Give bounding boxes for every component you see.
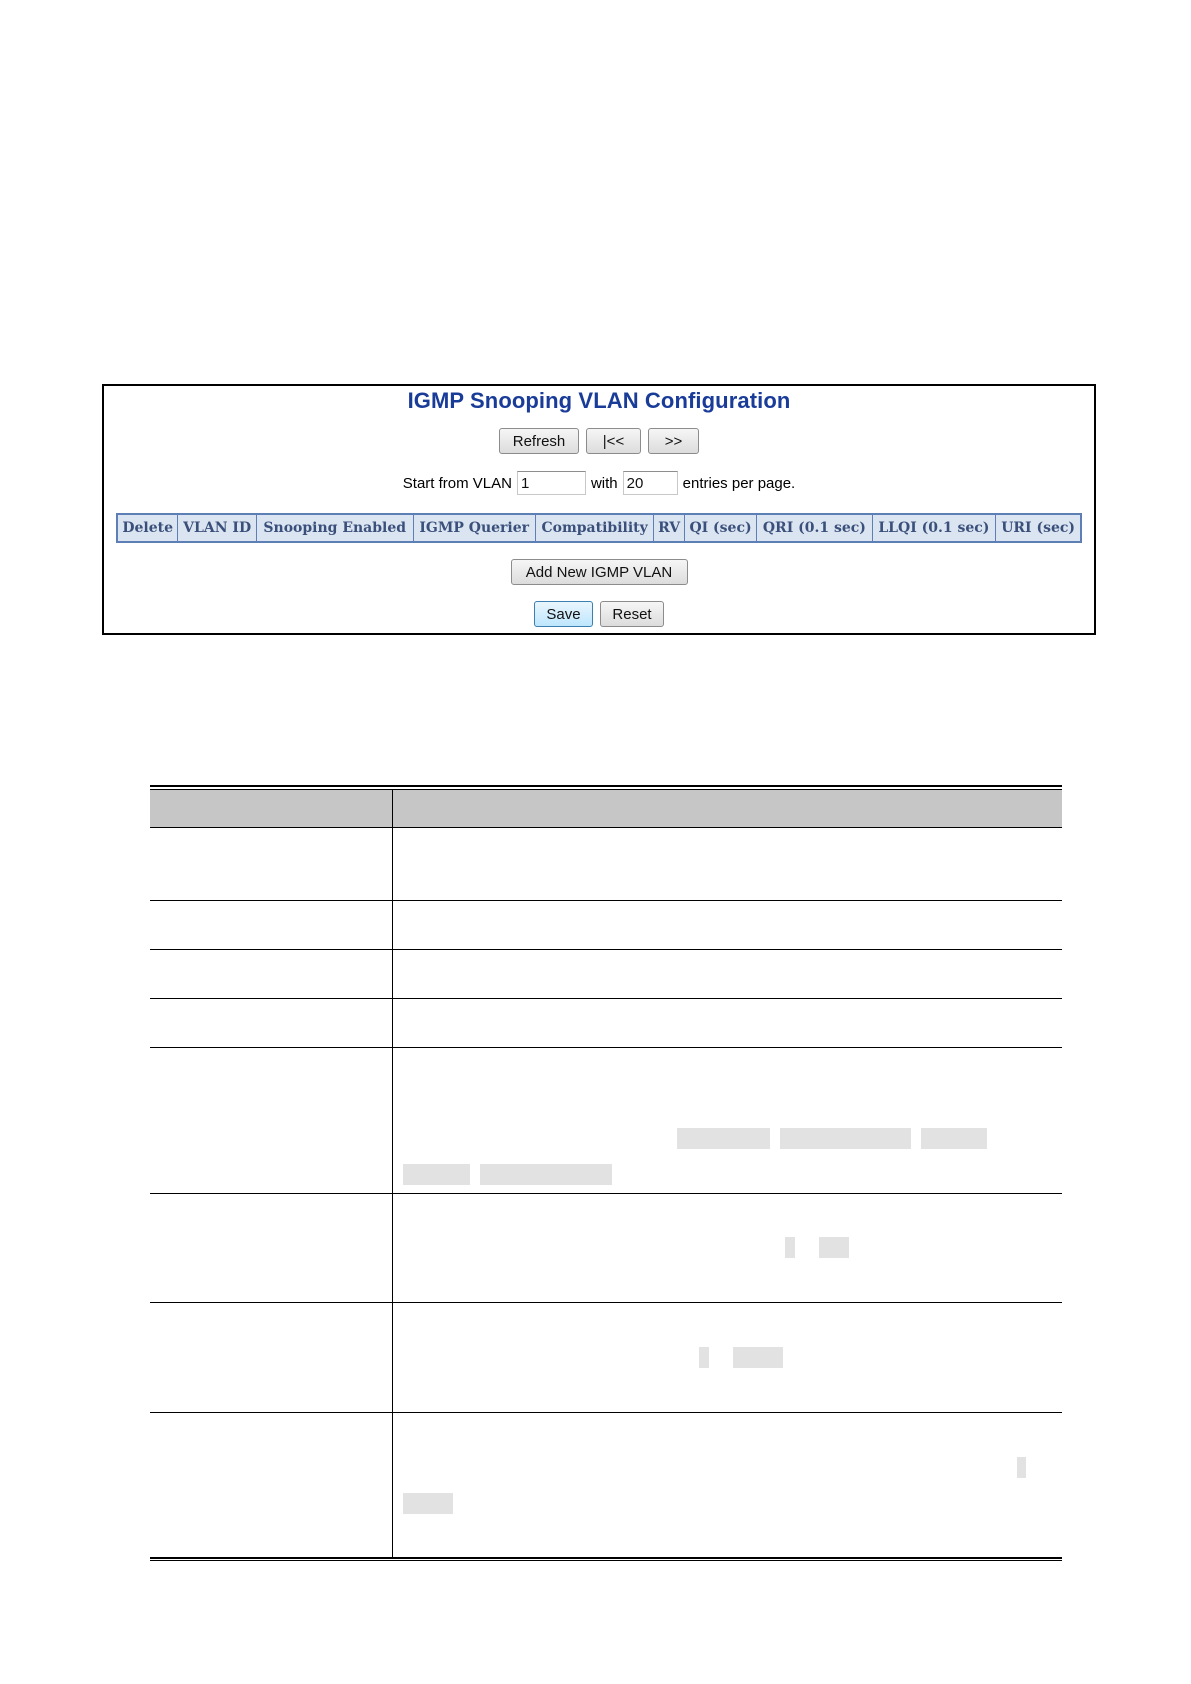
row-object-cell (150, 901, 393, 949)
redacted-text-block (699, 1347, 709, 1368)
header-delete: Delete (117, 514, 178, 542)
row-description-cell (393, 999, 1062, 1047)
igmp-vlan-config-panel (102, 384, 1096, 635)
description-row (150, 999, 1062, 1048)
row-description-cell (393, 1048, 1062, 1193)
table-header-row (117, 514, 1081, 542)
redacted-text-block (921, 1128, 987, 1149)
description-table (150, 785, 1062, 1561)
header-uri: URI (sec) (996, 514, 1081, 542)
row-description-cell (393, 901, 1062, 949)
redacted-text-block (785, 1237, 795, 1258)
redacted-text-block (403, 1493, 453, 1514)
row-object-cell (150, 999, 393, 1047)
header-qi: QI (sec) (684, 514, 756, 542)
redacted-text-block (480, 1164, 612, 1185)
refresh-button[interactable]: Refresh (499, 428, 579, 454)
redacted-text-block (780, 1128, 911, 1149)
start-from-label: Start from VLAN (402, 474, 512, 492)
redacted-text-block (819, 1237, 849, 1258)
description-row (150, 950, 1062, 999)
save-reset-row (104, 601, 1094, 627)
description-row (150, 1048, 1062, 1194)
entries-per-page-label: entries per page. (682, 474, 796, 492)
header-snooping-enabled: Snooping Enabled (256, 514, 413, 542)
redacted-text-block (1017, 1457, 1026, 1478)
navigation-buttons (104, 428, 1094, 454)
paging-controls (104, 471, 1094, 495)
table-bottom-rule (150, 1557, 1062, 1561)
row-description-cell (393, 1413, 1062, 1557)
first-page-button[interactable]: |<< (586, 428, 641, 454)
row-object-cell (150, 1194, 393, 1302)
row-object-cell (150, 828, 393, 900)
add-row (104, 559, 1094, 585)
redacted-text-block (733, 1347, 783, 1368)
description-row (150, 1303, 1062, 1413)
header-description-cell (393, 790, 1062, 827)
next-page-button[interactable]: >> (648, 428, 699, 454)
igmp-vlan-table (116, 513, 1082, 543)
header-object-cell (150, 790, 393, 827)
row-description-cell (393, 828, 1062, 900)
reset-button[interactable]: Reset (600, 601, 664, 627)
description-row (150, 1413, 1062, 1557)
header-vlan-id: VLAN ID (178, 514, 256, 542)
redacted-text-block (677, 1128, 770, 1149)
description-row (150, 828, 1062, 901)
save-button[interactable]: Save (534, 601, 593, 627)
row-description-cell (393, 1194, 1062, 1302)
description-row (150, 901, 1062, 950)
header-llqi: LLQI (0.1 sec) (872, 514, 996, 542)
entries-per-page-input[interactable] (623, 471, 678, 495)
description-header (150, 790, 1062, 828)
row-object-cell (150, 950, 393, 998)
description-row (150, 1194, 1062, 1303)
with-label: with (590, 474, 618, 492)
header-compatibility: Compatibility (535, 514, 654, 542)
add-new-igmp-vlan-button[interactable]: Add New IGMP VLAN (511, 559, 688, 585)
row-object-cell (150, 1413, 393, 1557)
header-igmp-querier: IGMP Querier (413, 514, 535, 542)
redacted-text-block (403, 1164, 470, 1185)
header-rv: RV (654, 514, 684, 542)
row-description-cell (393, 1303, 1062, 1412)
row-description-cell (393, 950, 1062, 998)
start-vlan-input[interactable] (517, 471, 586, 495)
row-object-cell (150, 1303, 393, 1412)
panel-title: IGMP Snooping VLAN Configuration (407, 388, 791, 413)
row-object-cell (150, 1048, 393, 1193)
header-qri: QRI (0.1 sec) (757, 514, 872, 542)
